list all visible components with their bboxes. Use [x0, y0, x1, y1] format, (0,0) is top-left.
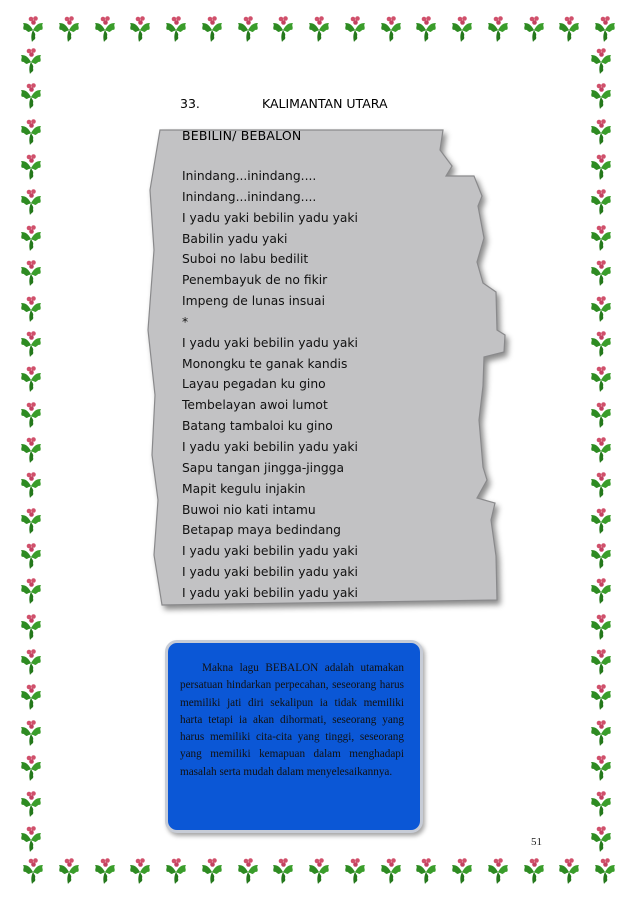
lyric-line: I yadu yaki bebilin yadu yaki — [182, 210, 358, 225]
lyric-line: Impeng de lunas insuai — [182, 294, 325, 309]
lyric-line: Layau pegadan ku gino — [182, 377, 326, 392]
lyric-line: I yadu yaki bebilin yadu yaki — [182, 565, 358, 580]
lyric-line: Inindang...inindang.... — [182, 169, 317, 183]
lyric-line: Batang tambaloi ku gino — [182, 419, 333, 434]
lyric-line: Inindang...inindang.... — [182, 189, 317, 204]
lyric-line: Monongku te ganak kandis — [182, 356, 348, 371]
lyric-line: Buwoi nio kati intamu — [182, 502, 316, 517]
lyrics-list — [182, 166, 358, 604]
song-title: BEBILIN/ BEBALON — [182, 128, 302, 143]
meaning-text: Makna lagu BEBALON adalah utamakan persatuan hindarkan perpecahan, seseorang harus memiliki jati diri sekalipun ia tidak memiliki harta tetapi ia akan dihormati, seseorang yang harus memiliki cita-cita yang tinggi, seseorang yang memiliki kemapuan dalam menghadapi masalah serta mudah dalam menyelesaikannya. — [180, 662, 404, 778]
page-number: 51 — [531, 836, 542, 848]
lyric-line: I yadu yaki bebilin yadu yaki — [182, 335, 358, 350]
lyric-line: I yadu yaki bebilin yadu yaki — [182, 585, 358, 600]
lyric-line: I yadu yaki bebilin yadu yaki — [182, 439, 358, 454]
lyric-line: Babilin yadu yaki — [182, 231, 288, 246]
lyric-line: Suboi no labu bedilit — [182, 252, 309, 267]
section-number: 33. — [180, 96, 200, 111]
lyric-line: Sapu tangan jingga-jingga — [182, 460, 345, 475]
lyric-line: Mapit kegulu injakin — [182, 481, 306, 496]
lyric-line: Betapap maya bedindang — [182, 523, 341, 538]
lyric-line: Tembelayan awoi lumot — [182, 398, 328, 413]
section-region: KALIMANTAN UTARA — [262, 96, 388, 111]
lyric-line: Penembayuk de no fikir — [182, 273, 328, 288]
lyric-line: * — [182, 314, 189, 329]
lyric-line: I yadu yaki bebilin yadu yaki — [182, 544, 358, 559]
